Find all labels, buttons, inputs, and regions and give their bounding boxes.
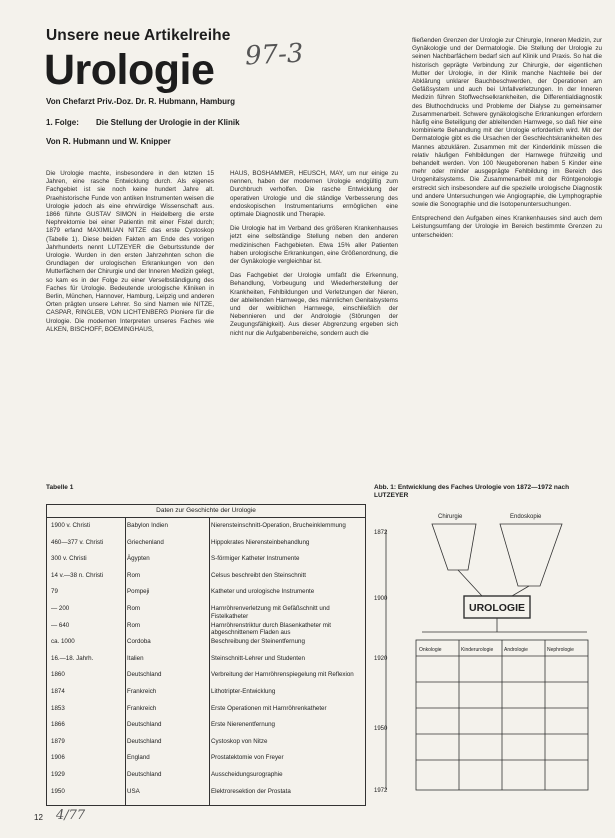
event-cell: Ausscheidungsurographie [211,771,283,778]
place-cell: Deutschland [127,721,162,729]
date-cell: 79 [51,588,58,596]
figure-caption: Abb. 1: Entwicklung des Faches Urologie von 1872—1972 nach LUTZEYER [374,484,570,499]
date-cell: 16.—18. Jahrh. [51,654,94,662]
history-table [46,504,366,806]
event-cell: Harnröhrenstriktur durch Blasenkatheter mit abgeschnittenem Fladen aus [211,621,332,637]
series-label: Unsere neue Artikelreihe [46,27,231,44]
place-cell: Babylon Indien [127,522,168,529]
year-label: 1872 [374,530,388,536]
part-heading [46,118,406,127]
place-cell: USA [127,787,140,795]
event-cell: Katheter und urologische Instrumente [211,588,315,596]
event-cell: Erste Operationen mit Harnröhrenkatheter [211,704,327,712]
event-cell: Celsus beschreibt den Steinschnitt [211,571,306,579]
branch-label: Nephrologie [547,647,574,653]
date-cell: ca. 1000 [51,638,75,646]
article-title: Urologie [44,46,215,94]
place-cell: Rom [127,605,141,612]
authors: Von R. Hubmann und W. Knipper [46,137,171,146]
table-caption: Tabelle 1 [46,484,74,491]
divider [209,518,210,805]
handwritten-date: 4/77 [56,808,86,823]
place-cell: Frankreich [127,688,157,695]
body-column-2 [230,170,398,344]
paragraph: Das Fachgebiet der Urologie umfaßt die Erkennung, Behandlung, Vorbeugung und Wiederherstellung der Krankheiten, Fehlbildungen und Verletzungen der Nieren, der ableitenden Harnwege, des männlichen Genitalsystems und der weiblichen Harnwege, einschließlich der Nebennieren und der Andrologie (Störungen der Zeugungsfähigkeit). Aus dieser Abgrenzung ergeben sich nicht nur die Aufgabenbereiche, sondern auch die [230,272,398,337]
event-cell: Prostatektomie von Freyer [211,754,284,762]
paragraph: Die Urologie machte, insbesondere in den letzten 15 Jahren, eine rasche Entwicklung durch. Als eigenes Fachgebiet ist sie noch keine hundert Jahre alt. Praehistorische Funde von antiken Instrumenten weisen die Urologie jedoch als eine ehrwürdige Wissenschaft aus. 1866 führte GUSTAV SIMON in Heidelberg die erste Nephrektomie bei einer Patientin mit einer Fistel durch; 1879 erfand MAXIMILIAN NITZE das erste Cystoskop (Tabelle 1). Diese beiden Fakten am Ende des vorigen Jahrhunderts nennt LUTZEYER die Geburtsstunde der Urologie. Wurden in den ersten Jahrzehnten schon die Grundlagen der urologischen Erkrankungen von den Mutterfächern der Chirurgie und der Inneren Medizin gelegt, so kam es in der Folge zu einer Verselbständigung des Faches für Urologie. Bedeutende urologische Kliniken in Berlin, München, Hannover, Hamburg, Leipzig und anderen Orten prägten unsere Lehrer. So sind Namen wie NITZE, CASPAR, RINGLEB, VON LICHTENBERG Pioniere für die Urologie. Die modernen Interpreten unseres Faches wie ALKEN, BISCHOFF, BOEMINGHAUS, [46,170,214,333]
event-cell: Hippokrates Nierensteinbehandlung [211,538,310,546]
branch-label: Andrologie [504,647,528,653]
date-cell: 1900 v. Christi [51,522,91,529]
event-cell: Erste Nierenentfernung [211,721,275,729]
date-cell: 1929 [51,771,65,778]
body-column-3 [412,37,602,246]
date-cell: — 640 [51,621,70,629]
endoskopie-funnel [500,524,562,586]
event-cell: S-förmiger Katheter Instrumente [211,555,300,563]
year-label: 1900 [374,596,388,602]
paragraph: Entsprechend den Aufgaben eines Krankenhauses sind auch dem Leistungsumfang der Urologie im Bereich bestimmte Grenzen zu unterscheiden: [412,215,602,239]
date-cell: 300 v. Christi [51,555,87,563]
event-cell: Elektroresektion der Prostata [211,787,291,795]
byline: Von Chefarzt Priv.-Doz. Dr. R. Hubmann, Hamburg [46,97,236,106]
year-label: 1972 [374,788,388,794]
event-cell: Verbreitung der Harnröhrenspiegelung mit Reflexion [211,671,354,679]
urology-development-diagram [372,500,608,800]
event-cell: Lithotripter-Entwicklung [211,688,276,695]
place-cell: Deutschland [127,671,162,679]
place-cell: Cordoba [127,638,151,646]
event-cell: Cystoskop von Nitze [211,737,268,745]
part-label: 1. Folge: [46,118,79,127]
place-cell: Rom [127,571,141,579]
place-cell: Italien [127,654,144,662]
event-cell: Nierensteinschnitt-Operation, Brucheinklemmung [211,522,346,529]
divider [125,518,126,805]
divider [47,517,365,518]
part-title: Die Stellung der Urologie in der Klinik [96,118,240,127]
year-label: 1920 [374,656,388,662]
endoskopie-label: Endoskopie [510,514,542,520]
place-cell: Rom [127,621,141,629]
date-cell: 1906 [51,754,65,762]
date-cell: 1879 [51,737,65,745]
connector [458,570,492,596]
paragraph: Die Urologie hat im Verband des größeren Krankenhauses jetzt eine selbständige Stellung neben den anderen medizinischen Fachgebieten. Etwa 15% aller Patienten haben urologische Erkrankungen, eine Größenordnung, die der Gynäkologie vergleichbar ist. [230,225,398,266]
place-cell: England [127,754,150,762]
branch-label: Onkologie [419,647,442,653]
page-number: 12 [34,813,43,822]
place-cell: Ägypten [127,555,150,563]
chirurgie-label: Chirurgie [438,514,463,520]
urologie-label: UROLOGIE [469,602,526,614]
date-cell: 1874 [51,688,65,695]
year-label: 1950 [374,726,388,732]
handwritten-note: 97-3 [244,38,305,72]
event-cell: Steinschnitt-Lehrer und Studenten [211,654,305,662]
branch-label: Kinderurologie [461,647,494,653]
place-cell: Pompeji [127,588,150,596]
event-cell: Beschreibung der Steinentfernung [211,638,305,646]
place-cell: Deutschland [127,737,162,745]
date-cell: 1950 [51,787,65,795]
place-cell: Griechenland [127,538,164,546]
date-cell: 460—377 v. Christi [51,538,104,546]
place-cell: Deutschland [127,771,162,778]
paragraph: HAUS, BOSHAMMER, HEUSCH, MAY, um nur einige zu nennen, haben der modernen Urologie endgültig zum Durchbruch verholfen. Die rasche Entwicklung der operativen Urologie und die ständige Verbesserung des endoskopischen Instrumentariums ermöglichen eine optimale Diagnostik und Therapie. [230,170,398,219]
date-cell: 1853 [51,704,65,712]
date-cell: 1860 [51,671,65,679]
date-cell: — 200 [51,605,70,612]
body-column-1 [46,170,214,340]
place-cell: Frankreich [127,704,157,712]
event-cell: Harnröhrenverletzung mit Gefäßschnitt und Fistelkatheter [211,605,330,620]
connector [502,586,529,596]
paragraph: fließenden Grenzen der Urologie zur Chirurgie, Inneren Medizin, zur Gynäkologie und der Dermatologie. Die Stellung der Urologie zu seinen Nachbarfächern bedarf sich auf Klinik und Praxis. So hat die historisch geprägte Verbindung zur Chirurgie, der eigentlichen Mutter der Urologie, in der Klinik manche Nachteile bei der Abklärung unklarer Bauchbeschwerden, der Operationen am Gefäßsystem und auch bei Unfallverletzungen. In der Inneren Medizin führen Stoffwechselkrankheiten, die Differentialdiagnostik des Bluthochdrucks und Probleme der Dialyse zu gemeinsamer Zusammenarbeit. Schwere gynäkologische Erkrankungen erfordern häufig eine Beteiligung der ableitenden Harnwege, so daß hier eine kombinierte Behandlung mit der Urologie erforderlich wird. Mit der Dermatologie gibt es die Ursachen der Geschlechtskrankheiten des Mannes abzuklären. Zusammen mit der Kinderklinik müssen die relativ häufigen Fehlbildungen der Harnwege frühzeitig und behandelt werden. Von 100 Neugeborenen haben 5 Kinder eine mehr oder minder ausgeprägte Fehlbildung im Bereich des Urogenitalsystems. Die Zusammenarbeit mit der Röntgenologie erstreckt sich insbesondere auf die spezielle urologische Diagnostik und andere Untersuchungen wie Angiographie, die Lymphographie sowie die Sonographie und die Isotopenuntersuchungen. [412,37,602,209]
date-cell: 1866 [51,721,65,729]
table-heading: Daten zur Geschichte der Urologie [156,507,256,514]
date-cell: 14 v.—38 n. Christi [51,571,104,579]
chirurgie-funnel [432,524,476,570]
